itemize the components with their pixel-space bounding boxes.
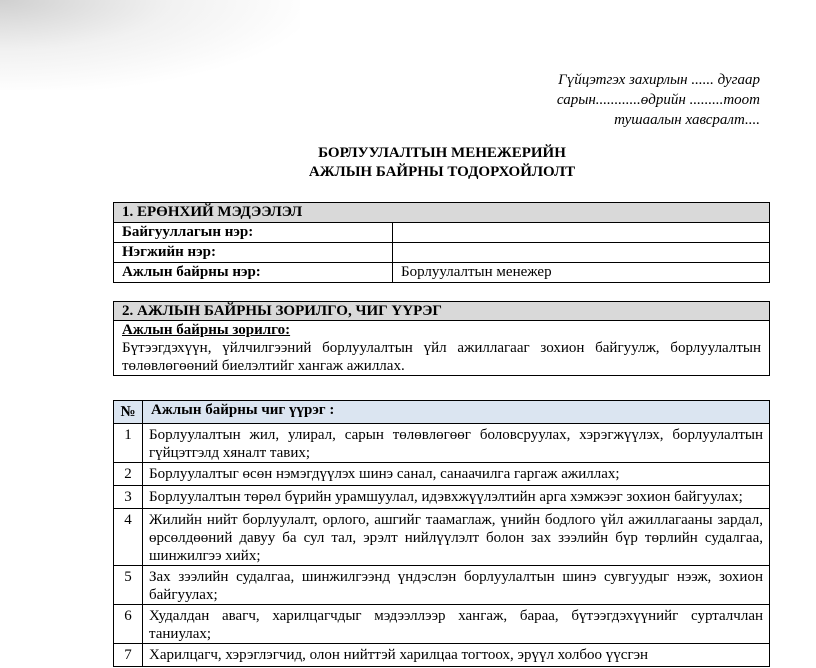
duty-text: Борлуулалтын жил, улирал, сарын төлөвлөгөөг боловсруулах, хэрэгжүүлэх, борлуулалтын гүйцэтгэлд хяналт тавих;	[143, 424, 770, 463]
goal-table	[113, 301, 770, 376]
approval-line-3: тушаалын хавсралт....	[614, 112, 760, 128]
general-info-table	[113, 202, 770, 283]
table-row	[114, 509, 770, 566]
duties-title-header: Ажлын байрны чиг үүрэг :	[143, 401, 770, 424]
section-1-heading: 1. ЕРӨНХИЙ МЭДЭЭЛЭЛ	[114, 203, 770, 223]
approval-line-2: сарын............өдрийн .........тоот	[556, 92, 760, 108]
org-name-label: Байгууллагын нэр:	[114, 223, 393, 243]
title-line-1: БОРЛУУЛАЛТЫН МЕНЕЖЕРИЙН	[318, 145, 566, 161]
duty-number: 3	[114, 486, 143, 509]
duty-text: Худалдан авагч, харилцагчдыг мэдээллээр хангаж, бараа, бүтээгдэхүүнийг сурталчлан таниулах;	[143, 605, 770, 644]
duty-number: 6	[114, 605, 143, 644]
table-row	[114, 486, 770, 509]
duty-text: Борлуулалтын төрөл бүрийн урамшуулал, идэвхжүүлэлтийн арга хэмжээг зохион байгуулах;	[143, 486, 770, 509]
duty-number: 5	[114, 566, 143, 605]
table-row	[114, 566, 770, 605]
duty-number: 2	[114, 463, 143, 486]
table-row	[114, 243, 770, 263]
unit-name-label: Нэгжийн нэр:	[114, 243, 393, 263]
duty-text: Борлуулалтыг өсөн нэмэгдүүлэх шинэ санал, санаачилга гаргаж ажиллах;	[143, 463, 770, 486]
table-row	[114, 263, 770, 283]
table-row	[114, 424, 770, 463]
table-row	[114, 463, 770, 486]
duty-text: Жилийн нийт борлуулалт, орлого, ашгийг таамаглаж, үнийн бодлого үйл ажиллагааны зардал, өрсөлдөөний давуу ба сул тал, эрэлт нийлүүлэлт болон зах зээлийн бүр төрлийн судалгаа, шинжилгээ хийх;	[143, 509, 770, 566]
duties-num-header: №	[114, 401, 143, 424]
document-title	[0, 144, 816, 182]
duty-number: 4	[114, 509, 143, 566]
goal-cell	[114, 321, 770, 376]
goal-label: Ажлын байрны зорилго:	[122, 322, 291, 338]
title-line-2: АЖЛЫН БАЙРНЫ ТОДОРХОЙЛОЛТ	[308, 164, 576, 180]
table-row	[114, 223, 770, 243]
approval-line-1: Гүйцэтгэх захирлын ...... дугаар	[558, 72, 760, 88]
org-name-value	[393, 223, 770, 243]
unit-name-value	[393, 243, 770, 263]
section-2-heading: 2. АЖЛЫН БАЙРНЫ ЗОРИЛГО, ЧИГ ҮҮРЭГ	[114, 302, 770, 321]
position-name-label: Ажлын байрны нэр:	[114, 263, 393, 283]
duties-table	[113, 400, 770, 667]
table-row	[114, 605, 770, 644]
table-row	[114, 644, 770, 667]
duty-text: Зах зээлийн судалгаа, шинжилгээнд үндэслэн борлуулалтын шинэ сувгуудыг нээж, зохион байгуулах;	[143, 566, 770, 605]
duty-text: Харилцагч, хэрэглэгчид, олон нийттэй харилцаа тогтоох, эрүүл холбоо үүсгэн	[143, 644, 770, 667]
duty-number: 7	[114, 644, 143, 667]
page-corner-shadow	[0, 0, 300, 90]
approval-note	[460, 70, 760, 130]
position-name-value: Борлуулалтын менежер	[393, 263, 770, 283]
goal-text: Бүтээгдэхүүн, үйлчилгээний борлуулалтын үйл ажиллагааг зохион байгуулж, борлуулалтын төлөвлөгөөний биелэлтийг хангаж ажиллах.	[122, 340, 761, 374]
duty-number: 1	[114, 424, 143, 463]
